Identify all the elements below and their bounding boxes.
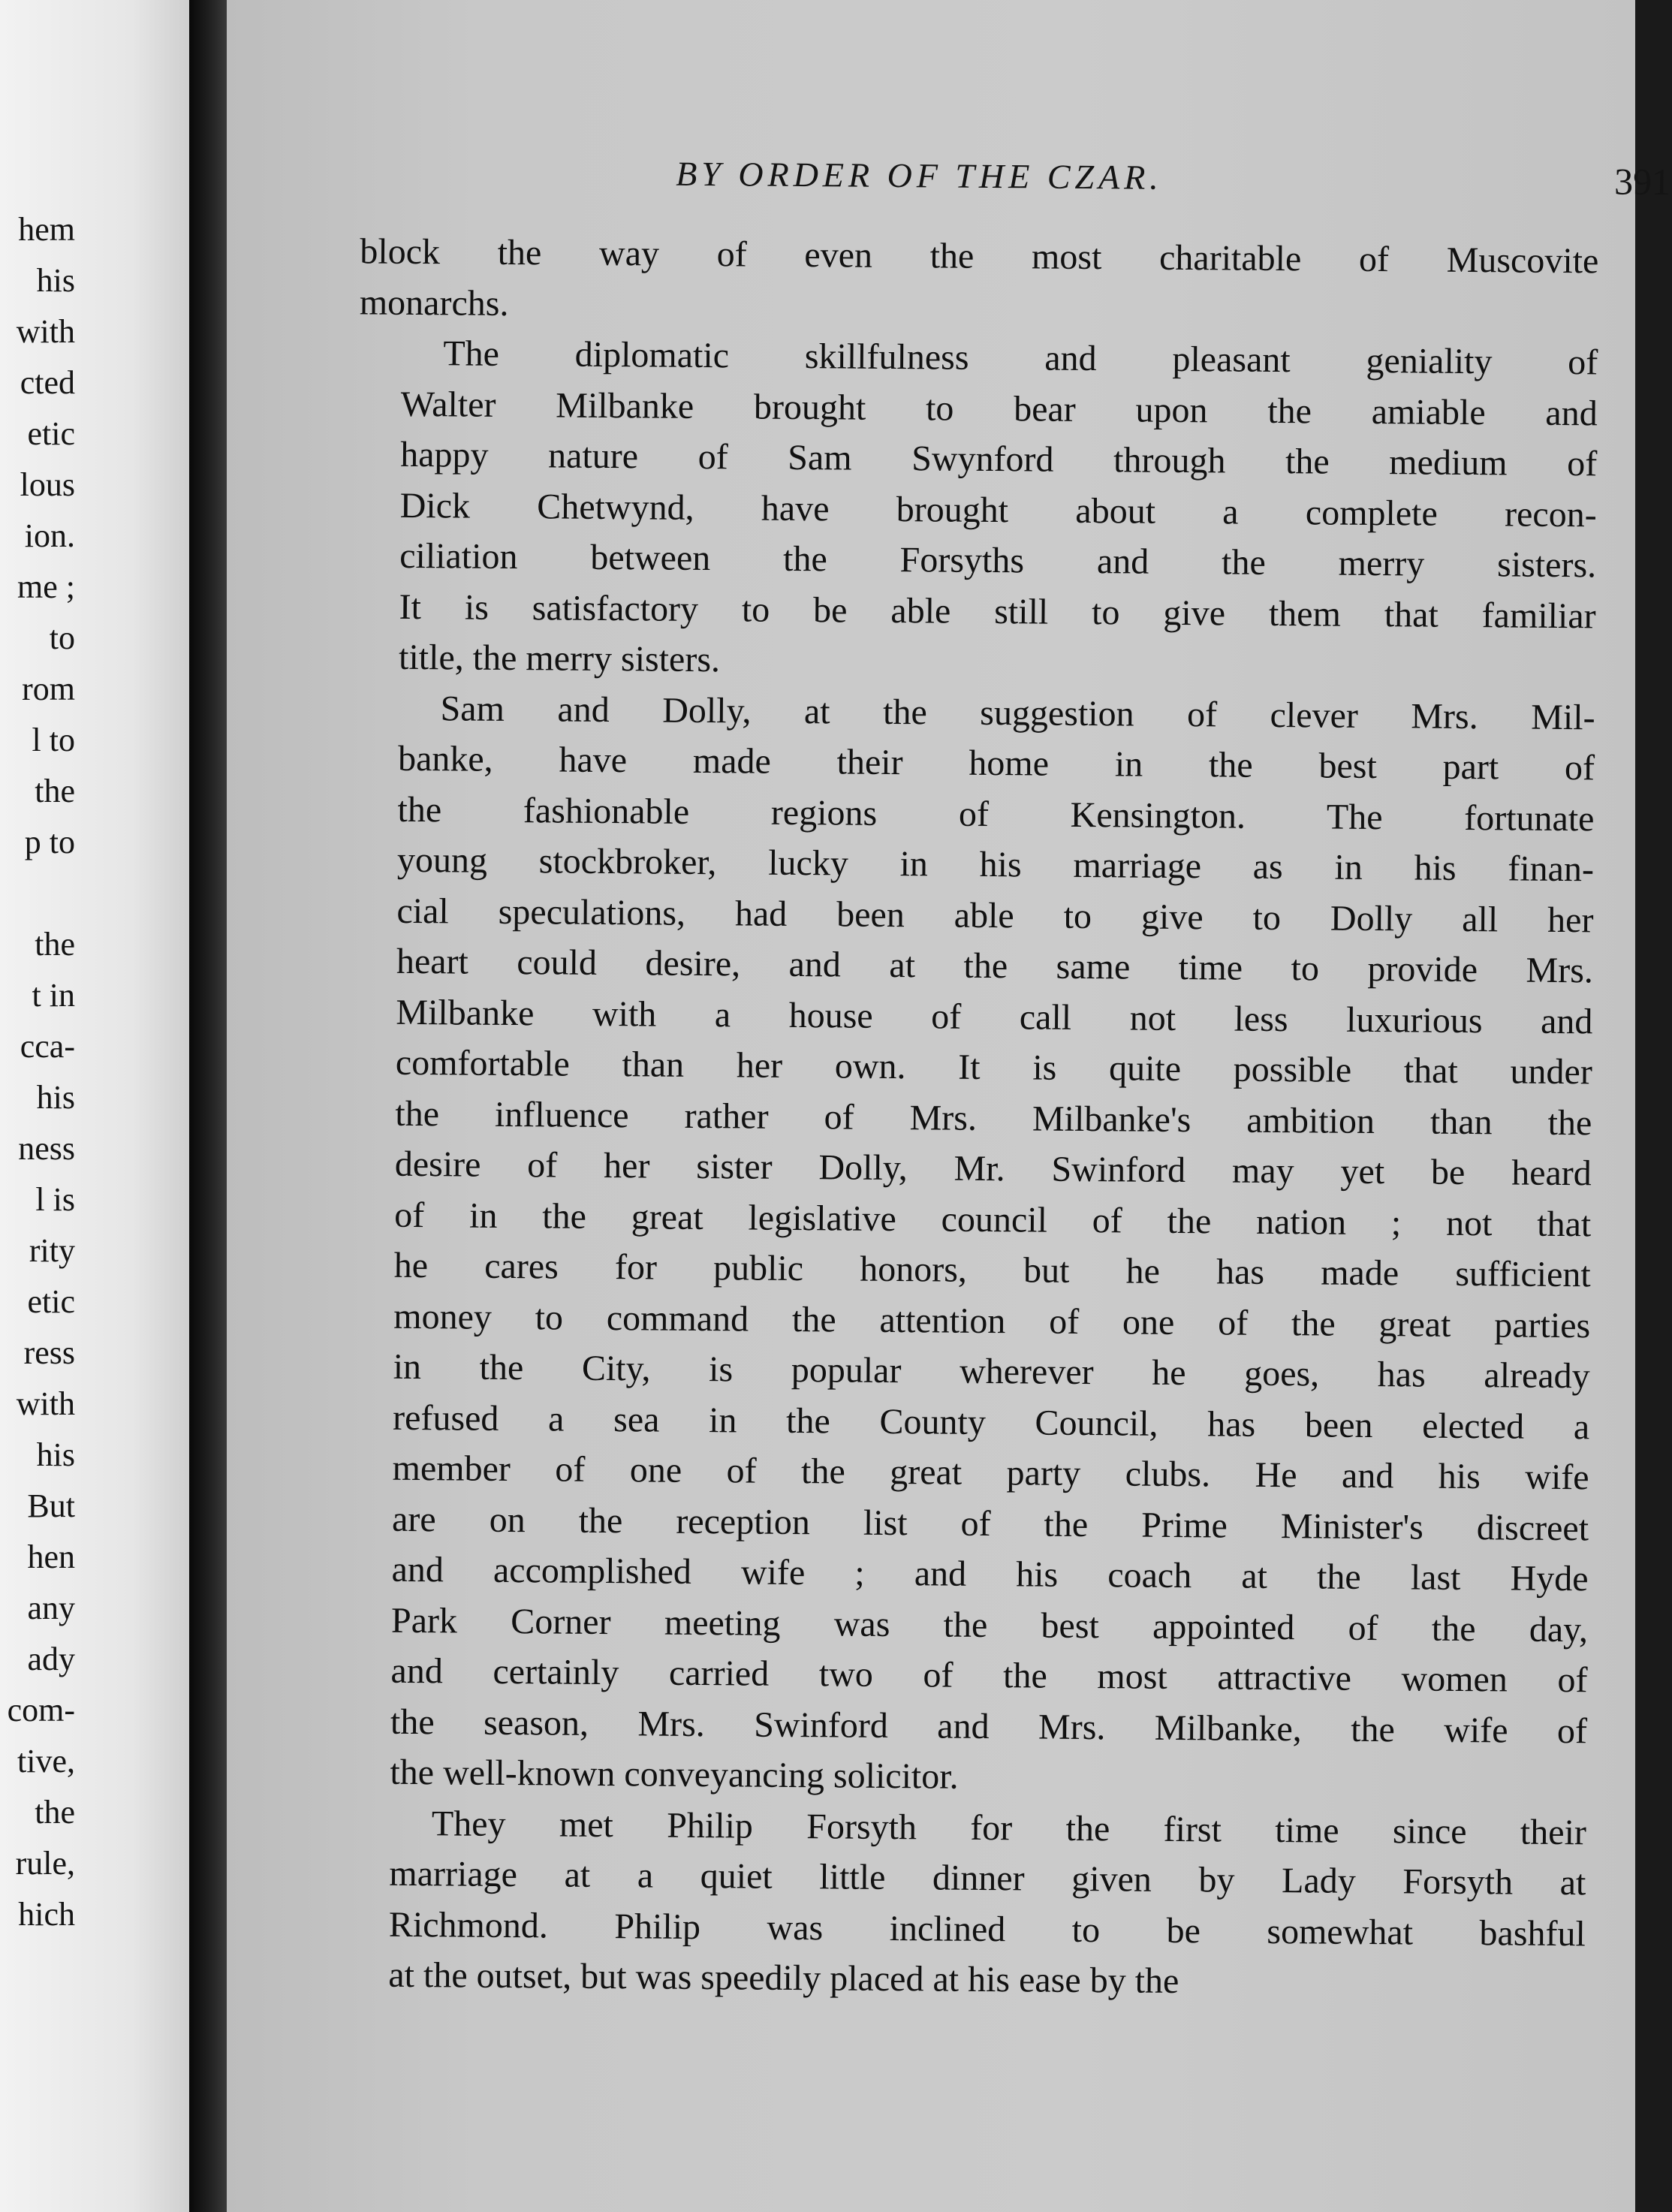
- left-page-fragment: ress: [23, 1334, 75, 1371]
- body-text: [346, 226, 1599, 2009]
- left-page-fragment: his: [36, 1079, 75, 1116]
- left-page-fragment: the: [35, 1794, 75, 1831]
- text-line: happy nature of Sam Swynford through the medium of: [400, 434, 1598, 484]
- left-page-fragment: any: [27, 1590, 75, 1626]
- text-line: the fashionable regions of Kensington. The fortunate: [397, 789, 1595, 839]
- text-line: The diplomatic skillfulness and pleasant geniality of: [443, 333, 1598, 383]
- paragraph: [360, 226, 1599, 337]
- left-facing-page: [0, 0, 189, 2212]
- page-number: 391: [1613, 160, 1671, 203]
- running-head: [676, 154, 1671, 205]
- left-page-fragment: tive,: [17, 1743, 75, 1780]
- text-line: marriage at a quiet little dinner given by Lady Forsyth at: [389, 1853, 1586, 1903]
- text-line: It is satisfactory to be able still to give them that familiar: [399, 586, 1596, 636]
- text-line: desire of her sister Dolly, Mr. Swinford may yet be heard: [394, 1144, 1592, 1194]
- left-page-fragment: rom: [22, 671, 75, 707]
- text-line: title, the merry sisters.: [398, 637, 721, 680]
- left-page-fragment: com-: [7, 1692, 75, 1728]
- paragraph: [346, 1798, 1586, 2010]
- left-page-fragment: p to: [24, 824, 75, 860]
- running-title: BY ORDER OF THE CZAR.: [676, 154, 1163, 197]
- text-line: banke, have made their home in the best part of: [397, 738, 1595, 788]
- text-line: in the City, is popular wherever he goes, has already: [393, 1346, 1590, 1397]
- left-page-fragment: t in: [32, 977, 75, 1014]
- text-line: Dick Chetwynd, have brought about a complete recon-: [399, 485, 1597, 535]
- text-line: the well-known conveyancing solicitor.: [390, 1752, 959, 1797]
- left-page-fragment: with: [16, 1385, 75, 1422]
- left-page-fragment: ady: [27, 1641, 75, 1677]
- left-page-fragment: his: [36, 262, 75, 299]
- page-content: [227, 0, 1671, 2002]
- left-page-fragment: lous: [20, 466, 75, 503]
- left-page-fragment: l to: [32, 722, 75, 758]
- left-page-text-fragments: [0, 204, 75, 1940]
- left-page-fragment: to: [49, 619, 75, 656]
- text-line: They met Philip Forsyth for the first time since their: [431, 1803, 1587, 1852]
- text-line: Walter Milbanke brought to bear upon the amiable and: [400, 384, 1598, 433]
- left-page-fragment: [0, 868, 75, 919]
- left-page-fragment: me ;: [17, 568, 75, 605]
- left-page-fragment: etic: [27, 1283, 75, 1320]
- book-gutter: [189, 0, 227, 2212]
- text-line: money to command the attention of one of the great parties: [393, 1296, 1591, 1346]
- text-line: he cares for public honors, but he has made sufficient: [393, 1245, 1591, 1295]
- text-line: Richmond. Philip was inclined to be somewhat bashful: [388, 1904, 1586, 1954]
- text-line: young stockbroker, lucky in his marriage as in his finan-: [396, 839, 1595, 890]
- left-page-fragment: with: [16, 313, 75, 350]
- main-page: [227, 0, 1671, 2212]
- left-page-fragment: the: [35, 773, 75, 809]
- left-page-fragment: ness: [18, 1130, 75, 1167]
- left-page-fragment: his: [36, 1436, 75, 1473]
- text-line: and certainly carried two of the most attractive women of: [390, 1650, 1588, 1701]
- text-line: heart could desire, and at the same time to provide Mrs.: [396, 941, 1594, 991]
- text-line: member of one of the great party clubs. He and his wife: [392, 1448, 1589, 1498]
- left-page-fragment: hem: [18, 211, 75, 248]
- text-line: are on the reception list of the Prime Minister's discreet: [391, 1499, 1589, 1548]
- left-page-fragment: l is: [35, 1181, 75, 1218]
- text-line: cial speculations, had been able to give to Dolly all her: [396, 891, 1594, 940]
- text-line: Sam and Dolly, at the suggestion of clever Mrs. Mil-: [440, 688, 1595, 737]
- left-page-fragment: cted: [20, 364, 75, 401]
- text-line: ciliation between the Forsyths and the merry sisters.: [399, 535, 1597, 586]
- left-page-fragment: etic: [27, 415, 75, 452]
- left-page-fragment: hen: [27, 1538, 75, 1575]
- text-line: and accomplished wife ; and his coach at the last Hyde: [391, 1549, 1589, 1599]
- text-line: refused a sea in the County Council, has been elected a: [392, 1397, 1590, 1447]
- text-line: Park Corner meeting was the best appointed of the day,: [390, 1600, 1589, 1650]
- paragraph: [348, 683, 1595, 1807]
- left-page-fragment: the: [35, 926, 75, 963]
- text-line: comfortable than her own. It is quite possible that under: [395, 1042, 1593, 1092]
- text-line: monarchs.: [359, 282, 509, 324]
- left-page-fragment: rule,: [15, 1845, 75, 1882]
- text-line: the influence rather of Mrs. Milbanke's ambition than the: [395, 1093, 1592, 1143]
- left-page-fragment: But: [27, 1487, 75, 1524]
- text-line: the season, Mrs. Swinford and Mrs. Milbanke, the wife of: [390, 1701, 1588, 1751]
- left-page-fragment: ion.: [24, 517, 75, 554]
- left-page-fragment: rity: [29, 1232, 75, 1269]
- text-line: of in the great legislative council of the nation ; not that: [394, 1195, 1592, 1244]
- left-page-fragment: cca-: [20, 1028, 75, 1065]
- text-line: Milbanke with a house of call not less luxurious and: [396, 992, 1593, 1041]
- paragraph: [357, 327, 1598, 692]
- left-page-fragment: hich: [18, 1896, 75, 1933]
- text-line: block the way of even the most charitable of Muscovite: [360, 231, 1599, 282]
- text-line: at the outset, but was speedily placed at his ease by the: [388, 1954, 1179, 2002]
